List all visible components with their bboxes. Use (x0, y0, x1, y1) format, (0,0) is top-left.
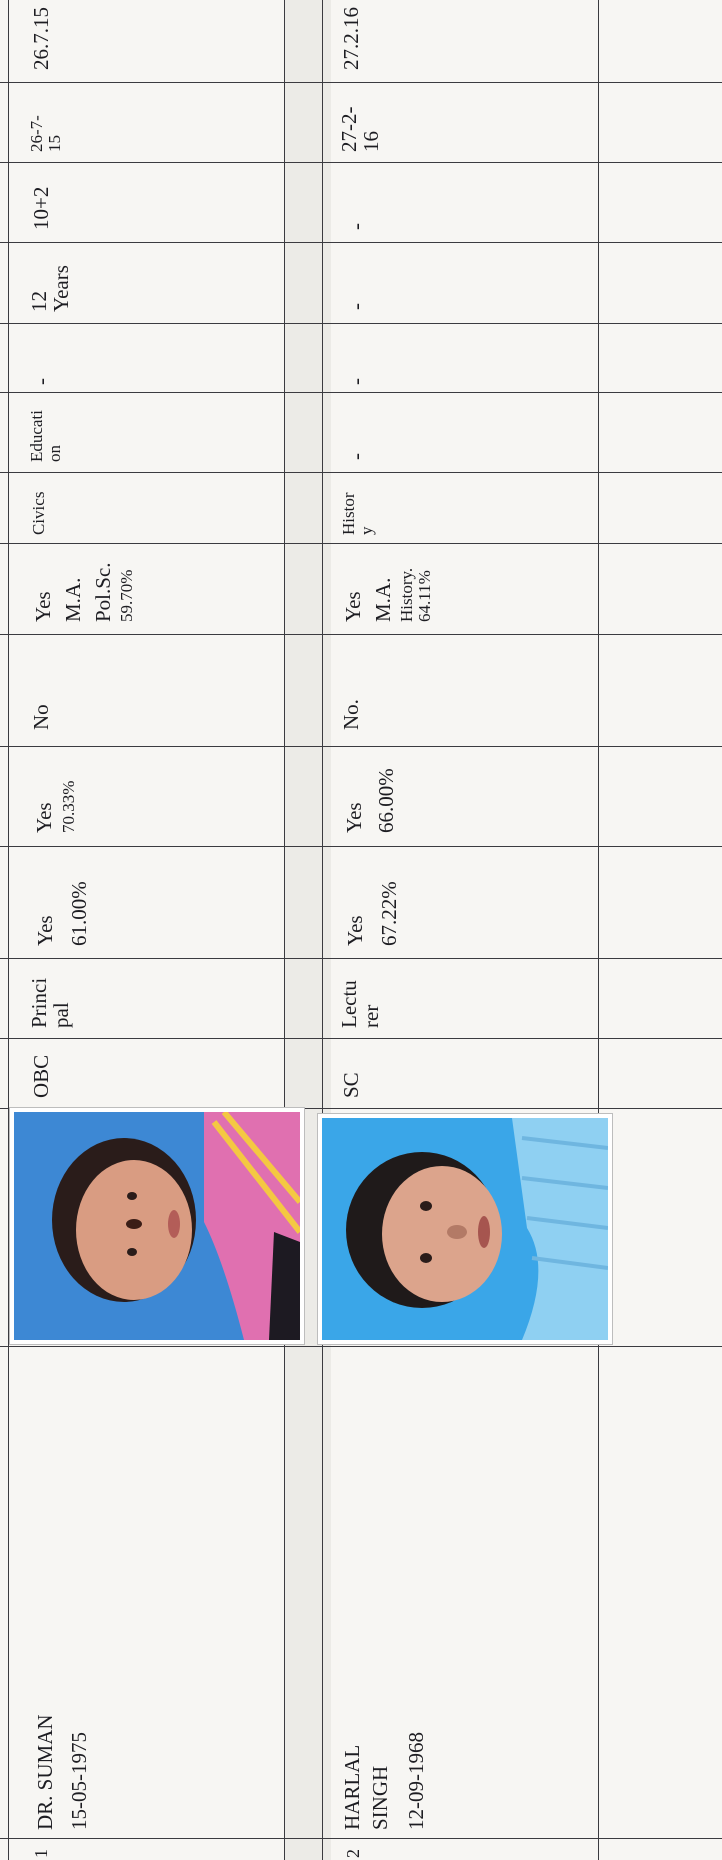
date-of-joining: 26.7.15 (29, 7, 53, 70)
candidate-name-dob: DR. SUMAN 15-05-1975 (33, 1714, 91, 1830)
dash-cell: - (344, 378, 368, 385)
dash-cell: - (29, 378, 53, 385)
candidate-name-dob: HARLAL SINGH 12-09-1968 (340, 1732, 428, 1830)
grid-line (0, 162, 722, 163)
grid-line (0, 1838, 722, 1839)
candidate-photo-1 (14, 1112, 300, 1340)
pg-qualification-cell: Yes M.A. Pol.Sc. 59.70% (31, 562, 136, 622)
grid-line (0, 1346, 722, 1347)
date-cell: 26-7- 15 (27, 115, 64, 152)
percentage-cell: Yes 70.33% (32, 780, 78, 833)
subject-cell: Civics (29, 491, 48, 535)
grid-line (0, 846, 722, 847)
grid-line (0, 82, 722, 83)
grid-line (0, 543, 722, 544)
yes-no-cell: No (29, 704, 53, 730)
grid-line (8, 0, 9, 1860)
serial-number: 2 (343, 1849, 363, 1858)
grid-line (0, 472, 722, 473)
male-portrait-photo (322, 1118, 608, 1340)
female-portrait-photo (14, 1112, 300, 1340)
pg-qualification-cell: Yes M.A. History. 64.11% (341, 567, 434, 622)
percentage-cell: Yes 66.00% (342, 768, 398, 833)
grid-line (0, 958, 722, 959)
post-cell: Princi pal (27, 977, 73, 1028)
date-cell: 27-2- 16 (337, 106, 383, 152)
percentage-cell: Yes 67.22% (343, 881, 401, 946)
grid-line (0, 1108, 722, 1109)
category-cell: OBC (29, 1054, 53, 1098)
grid-line (322, 0, 323, 1860)
experience-cell: 12 Years (27, 265, 73, 312)
grid-line (284, 0, 285, 1860)
post-cell: Lectu rer (337, 980, 383, 1028)
grid-line (598, 0, 599, 1860)
candidate-photo-2 (322, 1118, 608, 1340)
class-cell: - (344, 223, 368, 230)
grid-line (0, 634, 722, 635)
grid-line (0, 242, 722, 243)
grid-line (0, 746, 722, 747)
experience-cell: - (344, 303, 368, 310)
class-cell: 10+2 (29, 186, 53, 230)
dash-cell: - (344, 453, 368, 460)
grid-line (0, 323, 722, 324)
date-of-joining: 27.2.16 (339, 7, 363, 70)
category-cell: SC (339, 1072, 363, 1098)
grid-line (0, 392, 722, 393)
serial-number: 1 (31, 1849, 51, 1858)
subject-cell: Educati on (27, 410, 64, 462)
grid-line (0, 1038, 722, 1039)
percentage-cell: Yes 61.00% (33, 881, 91, 946)
subject-cell: Histor y (339, 492, 376, 535)
yes-no-cell: No. (339, 699, 363, 730)
row-gap (285, 0, 331, 1860)
